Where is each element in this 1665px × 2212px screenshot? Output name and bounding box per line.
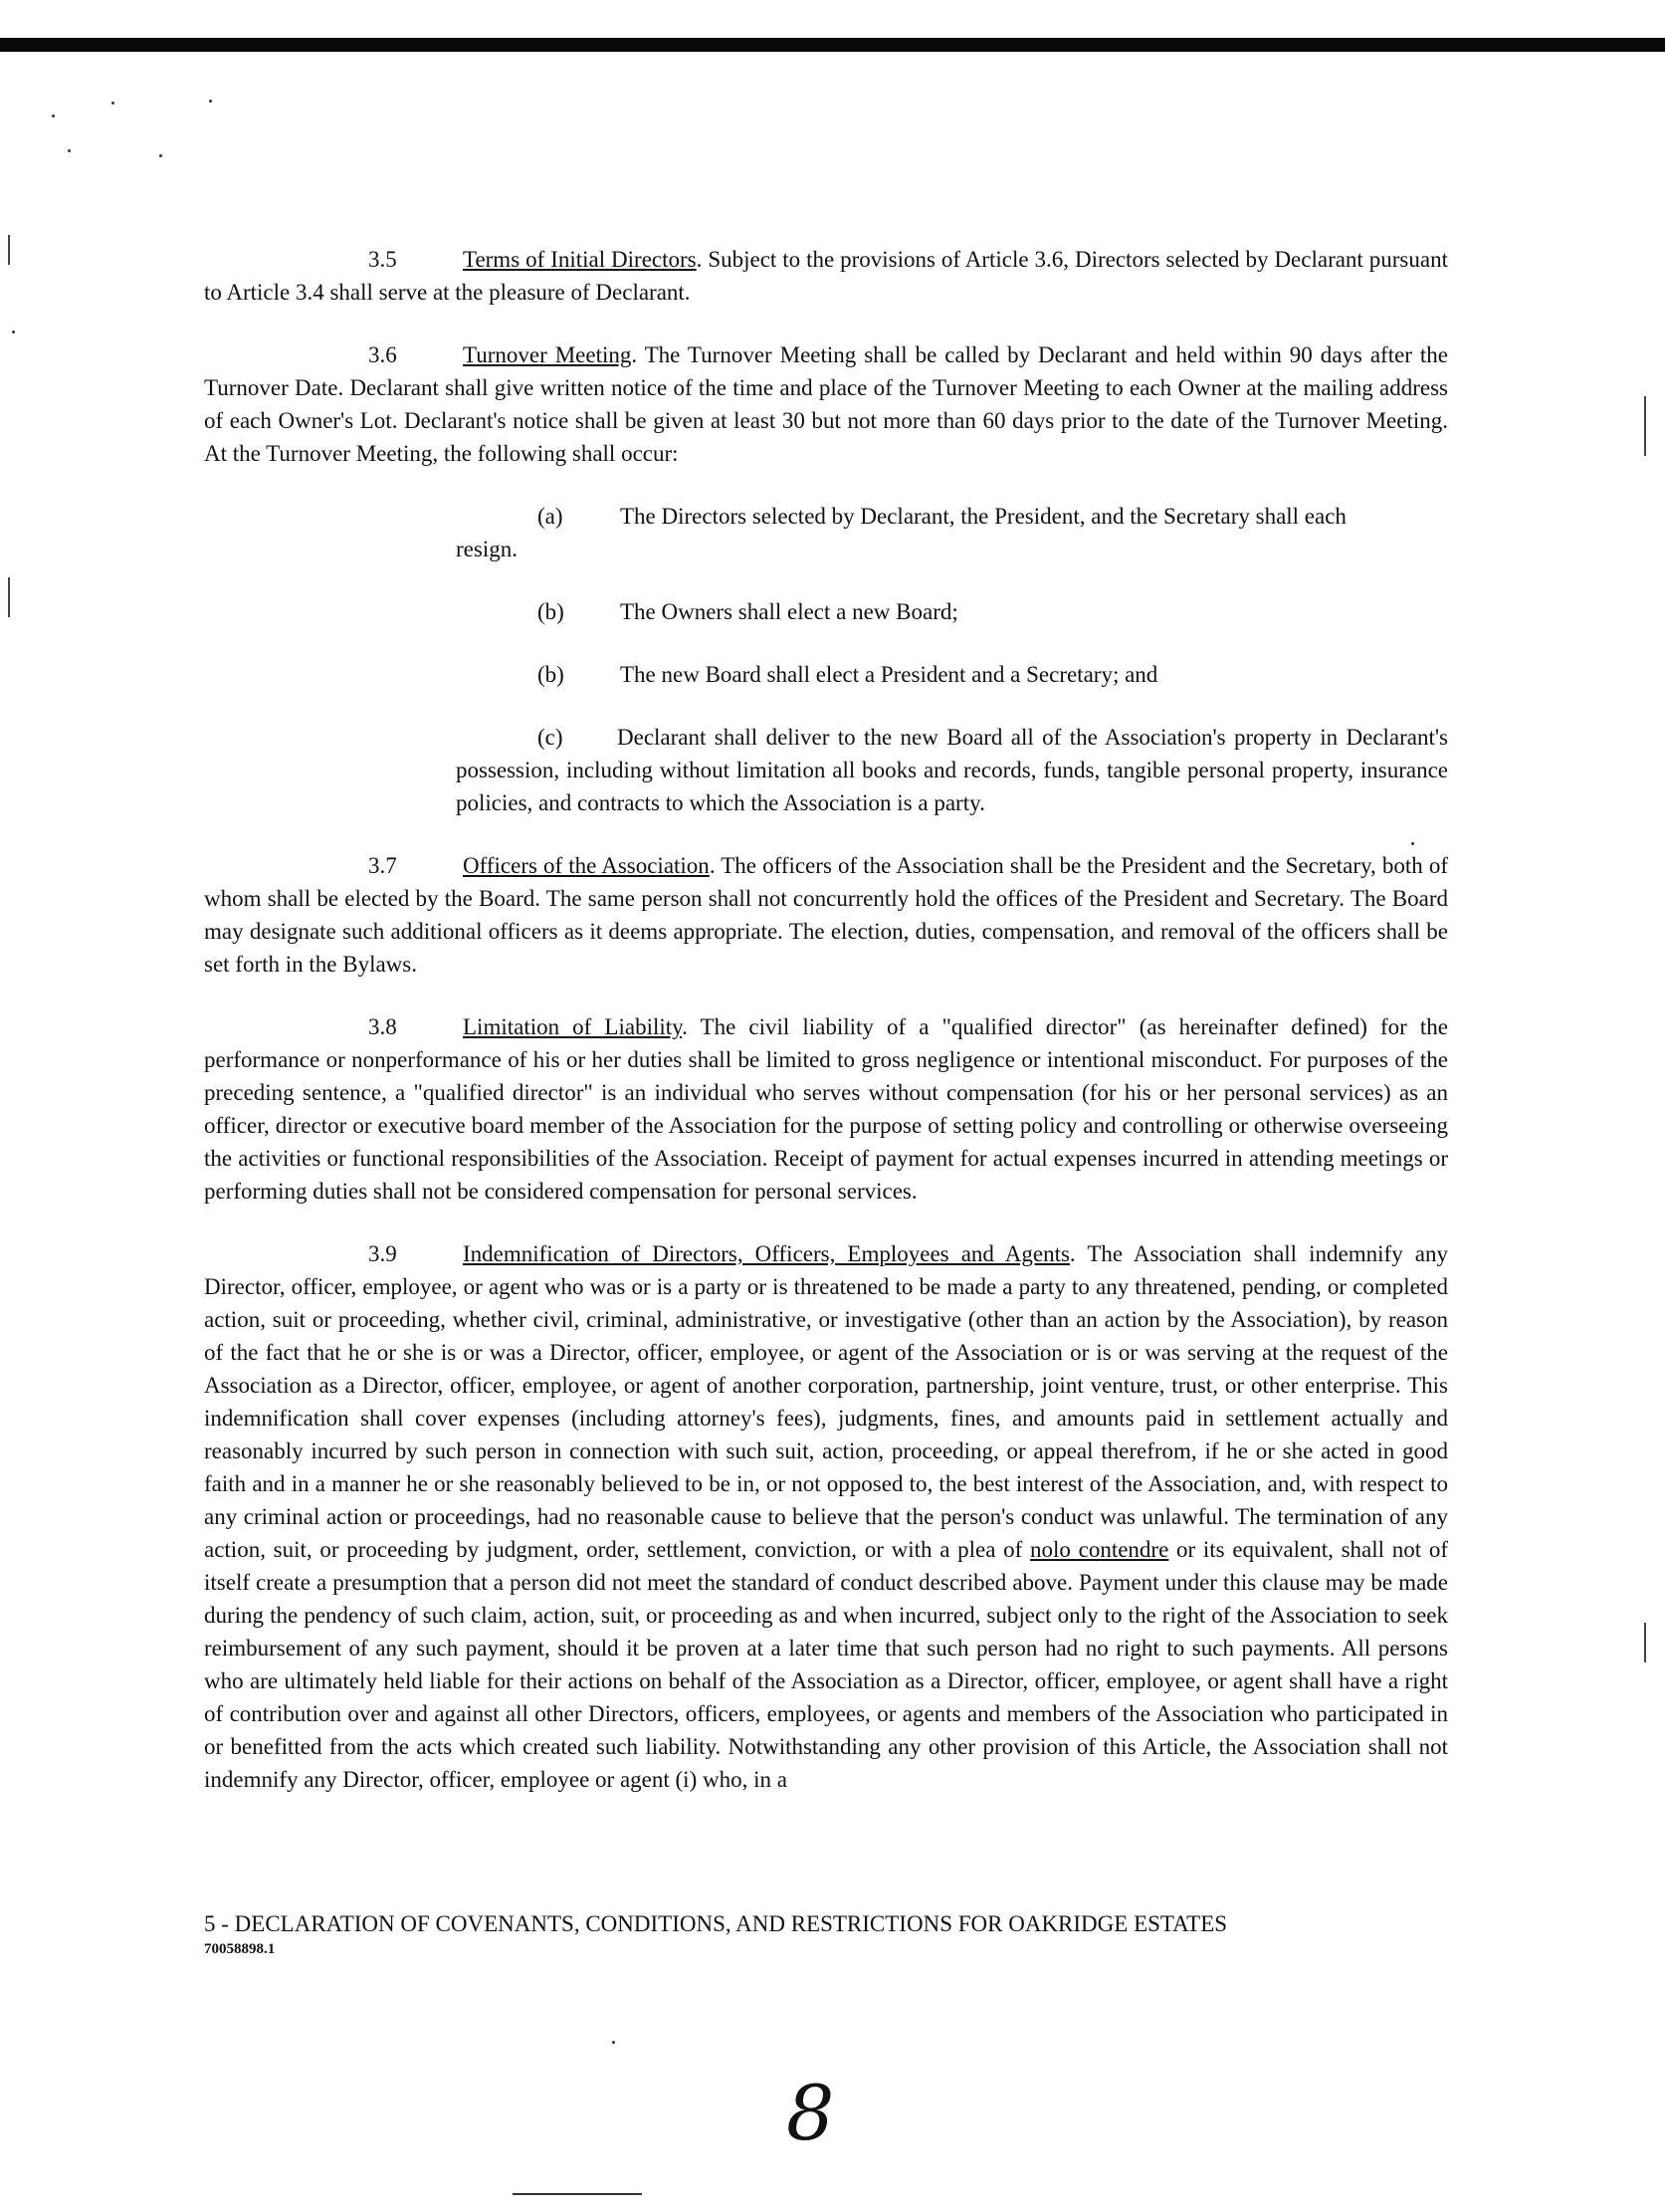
list-item	[204, 595, 1448, 628]
latin-term: nolo contendre	[1030, 1537, 1169, 1562]
scan-top-bar	[0, 38, 1665, 52]
section-number: 3.5	[368, 247, 397, 272]
list-item-label: (a)	[537, 504, 563, 529]
section-heading: Terms of Initial Directors	[463, 247, 697, 272]
section-heading: Turnover Meeting	[463, 342, 632, 367]
scan-margin-mark	[1644, 396, 1646, 456]
section-text: . The civil liability of a "qualified director" (as hereinafter defined) for the performance or nonperformance of his or her duties shall be limited to gross negligence or intentional misconduct. For purposes of the preceding sentence, a "qualified director" is an individual who serves without compensation (for his or her personal services) as an officer, director or executive board member of the Association for the purpose of setting policy and controlling or otherwise overseeing the activities or functional responsibilities of the Association. Receipt of payment for actual expenses incurred in attending meetings or performing duties shall not be considered compensation for personal services.	[204, 1014, 1448, 1204]
section-3-9	[204, 1237, 1448, 1796]
list-item	[204, 658, 1448, 691]
section-3-5	[204, 243, 1448, 309]
section-3-7	[204, 849, 1448, 981]
scan-speck	[12, 331, 15, 333]
list-item	[204, 500, 1448, 565]
list-item-text: The Directors selected by Declarant, the President, and the Secretary shall each	[620, 504, 1347, 529]
footer-doc-id: 70058898.1	[204, 1941, 276, 1957]
handwritten-page-number: 8	[786, 2069, 835, 2157]
section-number: 3.7	[368, 853, 397, 878]
scan-bottom-line	[513, 2193, 642, 2195]
section-number: 3.9	[368, 1241, 397, 1266]
list-item-label: (b)	[537, 662, 564, 687]
section-text: . The Turnover Meeting shall be called by Declarant and held within 90 days after the Turnover Date. Declarant shall give written notice of the time and place of the Turnover Meeting to each Owner at the mailing address of each Owner's Lot. Declarant's notice shall be given at least 30 but not more than 60 days prior to the date of the Turnover Meeting. At the Turnover Meeting, the following shall occur:	[204, 342, 1448, 466]
scan-margin-mark	[8, 235, 10, 265]
scan-speck	[68, 149, 71, 152]
list-item	[204, 721, 1448, 819]
scan-speck	[52, 114, 55, 117]
document-body	[204, 243, 1448, 1796]
list-item-label: (c)	[537, 725, 563, 750]
section-text: . The officers of the Association shall be the President and the Secretary, both of whom shall be elected by the Board. The same person shall not concurrently hold the offices of the President and Secretary. The Board may designate such additional officers as it deems appropriate. The election, duties, compensation, and removal of the officers shall be set forth in the Bylaws.	[204, 853, 1448, 977]
list-item-label: (b)	[537, 599, 564, 624]
section-number: 3.8	[368, 1014, 397, 1039]
list-item-continuation: resign.	[456, 537, 518, 561]
scan-speck	[612, 2041, 615, 2044]
scan-margin-mark	[1644, 1623, 1646, 1662]
list-item-text: The new Board shall elect a President and a Secretary; and	[620, 662, 1158, 687]
section-3-8	[204, 1010, 1448, 1208]
scan-speck	[111, 102, 114, 105]
section-heading: Officers of the Association	[463, 853, 710, 878]
section-heading: Limitation of Liability	[463, 1014, 683, 1039]
section-number: 3.6	[368, 342, 397, 367]
scan-speck	[209, 100, 212, 103]
section-heading: Indemnification of Directors, Officers, Employees and Agents	[463, 1241, 1070, 1266]
section-text: . The Association shall indemnify any Director, officer, employee, or agent who was or is a party or is threatened to be made a party to any threatened, pending, or completed action, suit or proceeding, whether civil, criminal, administrative, or investigative (other than an action by the Association), by reason of the fact that he or she is or was a Director, officer, employee, or agent of the Association or is or was serving at the request of the Association as a Director, officer, employee, or agent of another corporation, partnership, joint venture, trust, or other enterprise. This indemnification shall cover expenses (including attorney's fees), judgments, fines, and amounts paid in settlement actually and reasonably incurred by such person in connection with such suit, action, proceeding, or appeal therefrom, if he or she acted in good faith and in a manner he or she reasonably believed to be in, or not opposed to, the best interest of the Association, and, with respect to any criminal action or proceedings, had no reasonable cause to believe that the person's conduct was unlawful. The termination of any action, suit, or proceeding by judgment, order, settlement, conviction, or with a plea of	[204, 1241, 1448, 1562]
section-text: . Subject to the provisions of Article 3.6, Directors selected by Declarant pursuant to Article 3.4 shall serve at the pleasure of Declarant.	[204, 247, 1448, 305]
section-3-6	[204, 338, 1448, 470]
section-text-continued: or its equivalent, shall not of itself create a presumption that a person did not meet the standard of conduct described above. Payment under this clause may be made during the pendency of such claim, action, suit, or proceeding as and when incurred, subject only to the right of the Association to seek reimbursement of any such payment, should it be proven at a later time that such person had no right to such payments. All persons who are ultimately held liable for their actions on behalf of the Association as a Director, officer, employee, or agent shall have a right of contribution over and against all other Directors, officers, employees, or agents and members of the Association who participated in or benefitted from the acts which created such liability. Notwithstanding any other provision of this Article, the Association shall not indemnify any Director, officer, employee or agent (i) who, in a	[204, 1537, 1448, 1792]
scan-speck	[159, 154, 162, 157]
list-item-text: Declarant shall deliver to the new Board all of the Association's property in Declarant's possession, including without limitation all books and records, funds, tangible personal property, insurance policies, and contracts to which the Association is a party.	[456, 725, 1448, 815]
list-item-text: The Owners shall elect a new Board;	[620, 599, 958, 624]
scan-margin-mark	[8, 577, 10, 617]
footer-title: 5 - DECLARATION OF COVENANTS, CONDITIONS, AND RESTRICTIONS FOR OAKRIDGE ESTATES	[204, 1911, 1228, 1936]
